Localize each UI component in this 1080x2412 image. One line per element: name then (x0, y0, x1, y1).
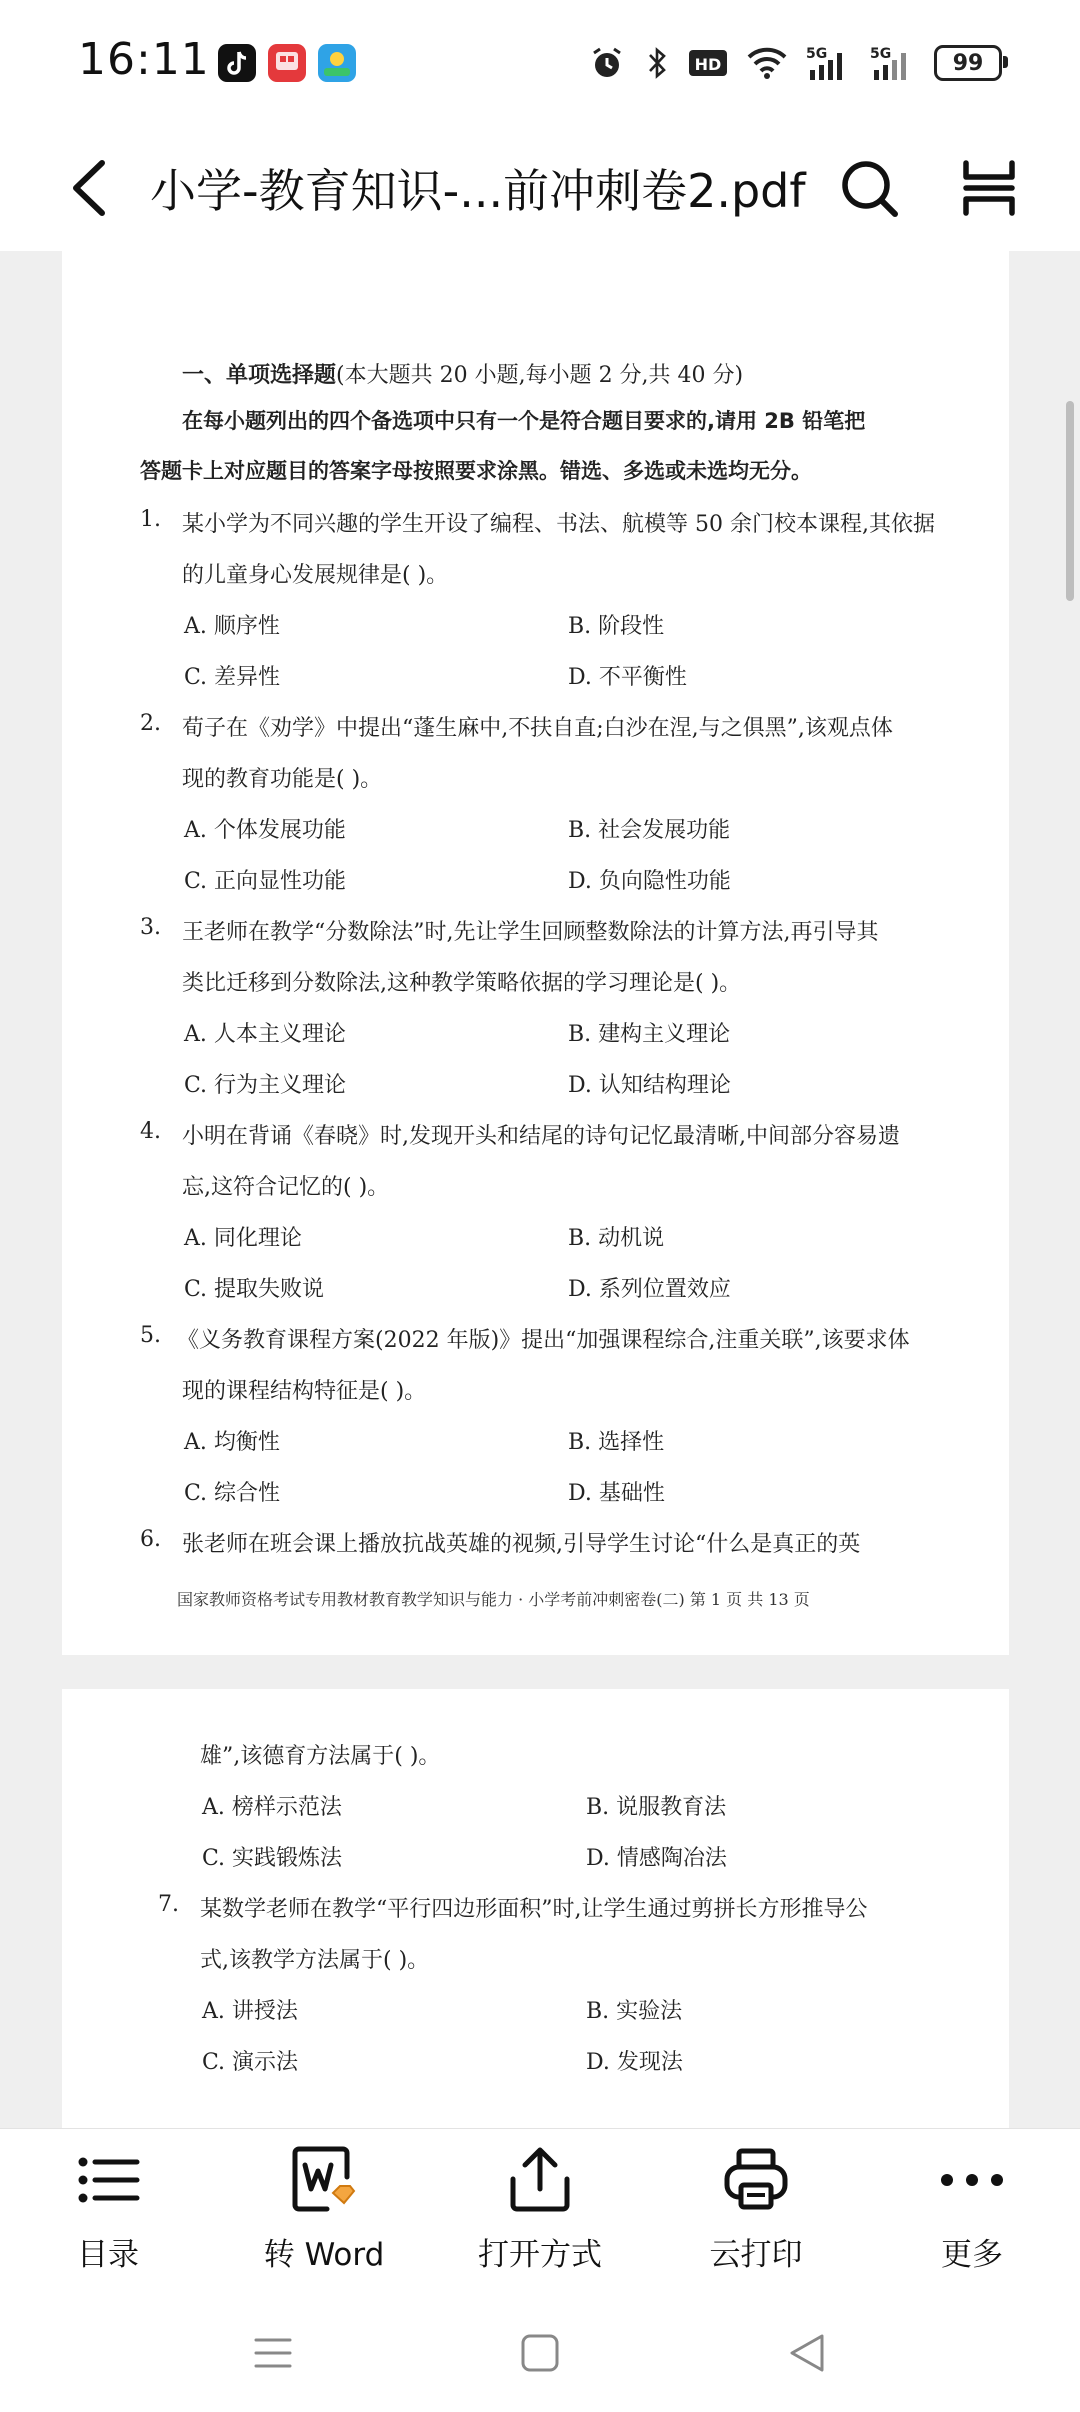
option-c: C. 行为主义理论 (184, 1073, 347, 1098)
question-number: 3. (140, 915, 161, 940)
question-text: 《义务教育课程方案(2022 年版)》提出“加强课程综合,注重关联”,该要求体 (177, 1328, 910, 1353)
instructions-line-2: 答题卡上对应题目的答案字母按照要求涂黑。错选、多选或未选均无分。 (140, 459, 812, 483)
red-app-icon (268, 44, 306, 82)
more-button[interactable] (872, 2129, 1072, 2291)
section-title: 一、单项选择题 (182, 363, 337, 388)
option-a: A. 个体发展功能 (184, 818, 346, 843)
option-d: D. 负向隐性功能 (568, 869, 731, 894)
section-note: (本大题共 20 小题,每小题 2 分,共 40 分) (336, 363, 744, 388)
cloud-print-button[interactable] (656, 2129, 856, 2291)
option-a: A. 讲授法 (202, 1999, 298, 2024)
convert-word-button[interactable] (224, 2129, 424, 2291)
menu-nav-icon[interactable] (250, 2330, 296, 2376)
signal-5g-icon (870, 44, 916, 82)
bluetooth-icon (644, 44, 670, 82)
question-number: 7. (158, 1892, 179, 1917)
question-text: 现的教育功能是( )。 (182, 767, 383, 792)
instructions-line-1: 在每小题列出的四个备选项中只有一个是符合题目要求的,请用 2B 铅笔把 (182, 409, 866, 433)
option-b: B. 实验法 (586, 1999, 683, 2024)
title-bar (0, 125, 1080, 252)
section-heading (182, 358, 743, 389)
option-a: A. 人本主义理论 (184, 1022, 346, 1047)
option-d: D. 情感陶冶法 (586, 1846, 727, 1871)
back-nav-icon[interactable] (784, 2330, 830, 2376)
option-d: D. 不平衡性 (568, 665, 687, 690)
page-footer: 国家教师资格考试专用教材教育教学知识与能力 · 小学考前冲刺密卷(二) 第 1 页 共 13 页 (177, 1590, 810, 1609)
svg-text:HD: HD (694, 55, 722, 74)
option-a: A. 顺序性 (184, 614, 280, 639)
question-text: 小明在背诵《春晓》时,发现开头和结尾的诗句记忆最清晰,中间部分容易遗 (182, 1124, 900, 1149)
question-text: 某数学老师在教学“平行四边形面积”时,让学生通过剪拼长方形推导公 (200, 1897, 868, 1922)
battery-icon (934, 45, 1002, 81)
question-text: 荀子在《劝学》中提出“蓬生麻中,不扶自直;白沙在涅,与之俱黑”,该观点体 (182, 716, 893, 741)
bottom-toolbar (0, 2128, 1080, 2291)
question-number: 1. (140, 507, 161, 532)
status-time: 16:11 (78, 34, 210, 85)
question-number: 4. (140, 1119, 161, 1144)
option-a: A. 同化理论 (184, 1226, 302, 1251)
share-icon (505, 2145, 575, 2215)
option-c: C. 实践锻炼法 (202, 1846, 343, 1871)
home-nav-icon[interactable] (517, 2330, 563, 2376)
system-nav-bar (0, 2290, 1080, 2412)
option-c: C. 提取失败说 (184, 1277, 325, 1302)
option-d: D. 系列位置效应 (568, 1277, 731, 1302)
pdf-page-2 (62, 1689, 1009, 2128)
option-d: D. 发现法 (586, 2050, 683, 2075)
option-b: B. 说服教育法 (586, 1795, 727, 1820)
convert-word-icon (289, 2145, 359, 2215)
question-number: 6. (140, 1527, 161, 1552)
question-text: 雄”,该德育方法属于( )。 (200, 1744, 441, 1769)
option-b: B. 社会发展功能 (568, 818, 731, 843)
back-icon[interactable] (62, 155, 122, 221)
status-icons (588, 40, 1002, 86)
question-text: 现的课程结构特征是( )。 (182, 1379, 427, 1404)
option-a: A. 均衡性 (184, 1430, 280, 1455)
tiktok-icon (218, 44, 256, 82)
question-text: 忘,这符合记忆的( )。 (182, 1175, 390, 1200)
hd-icon (688, 48, 728, 78)
list-icon (73, 2145, 143, 2215)
printer-icon (721, 2145, 791, 2215)
document-viewer[interactable] (0, 251, 1080, 2128)
option-d: D. 认知结构理论 (568, 1073, 731, 1098)
svg-text:5G: 5G (870, 46, 892, 62)
option-b: B. 动机说 (568, 1226, 665, 1251)
option-c: C. 综合性 (184, 1481, 281, 1506)
svg-text:5G: 5G (806, 46, 828, 62)
open-with-button[interactable] (440, 2129, 640, 2291)
green-app-icon (318, 44, 356, 82)
toc-label: 目录 (77, 2237, 139, 2273)
question-text: 王老师在教学“分数除法”时,先让学生回顾整数除法的计算方法,再引导其 (182, 920, 879, 945)
question-text: 类比迁移到分数除法,这种教学策略依据的学习理论是( )。 (182, 971, 742, 996)
signal-5g-icon (806, 44, 852, 82)
scrollbar[interactable] (1066, 401, 1074, 601)
option-a: A. 榜样示范法 (202, 1795, 342, 1820)
option-c: C. 正向显性功能 (184, 869, 347, 894)
cloud-print-label: 云打印 (709, 2237, 803, 2273)
convert-word-label: 转 Word (263, 2237, 385, 2273)
question-number: 5. (140, 1323, 161, 1348)
alarm-icon (588, 44, 626, 82)
option-b: B. 选择性 (568, 1430, 665, 1455)
pdf-page-1 (62, 251, 1009, 1655)
more-label: 更多 (941, 2237, 1003, 2273)
question-text: 式,该教学方法属于( )。 (200, 1948, 430, 1973)
collapse-icon[interactable] (958, 157, 1020, 219)
wifi-icon (746, 45, 788, 81)
question-text: 某小学为不同兴趣的学生开设了编程、书法、航模等 50 余门校本课程,其依据 (182, 512, 935, 537)
option-c: C. 演示法 (202, 2050, 299, 2075)
question-number: 2. (140, 711, 161, 736)
search-icon[interactable] (838, 157, 900, 219)
option-c: C. 差异性 (184, 665, 281, 690)
option-b: B. 建构主义理论 (568, 1022, 731, 1047)
status-bar (0, 0, 1080, 125)
open-with-label: 打开方式 (478, 2237, 602, 2273)
option-b: B. 阶段性 (568, 614, 665, 639)
option-d: D. 基础性 (568, 1481, 665, 1506)
question-text: 的儿童身心发展规律是( )。 (182, 563, 449, 588)
toc-button[interactable] (8, 2129, 208, 2291)
question-text: 张老师在班会课上播放抗战英雄的视频,引导学生讨论“什么是真正的英 (182, 1532, 861, 1557)
more-icon (937, 2145, 1007, 2215)
battery-level: 99 (952, 50, 984, 76)
document-title: 小学-教育知识-...前冲刺卷2.pdf (150, 164, 806, 218)
